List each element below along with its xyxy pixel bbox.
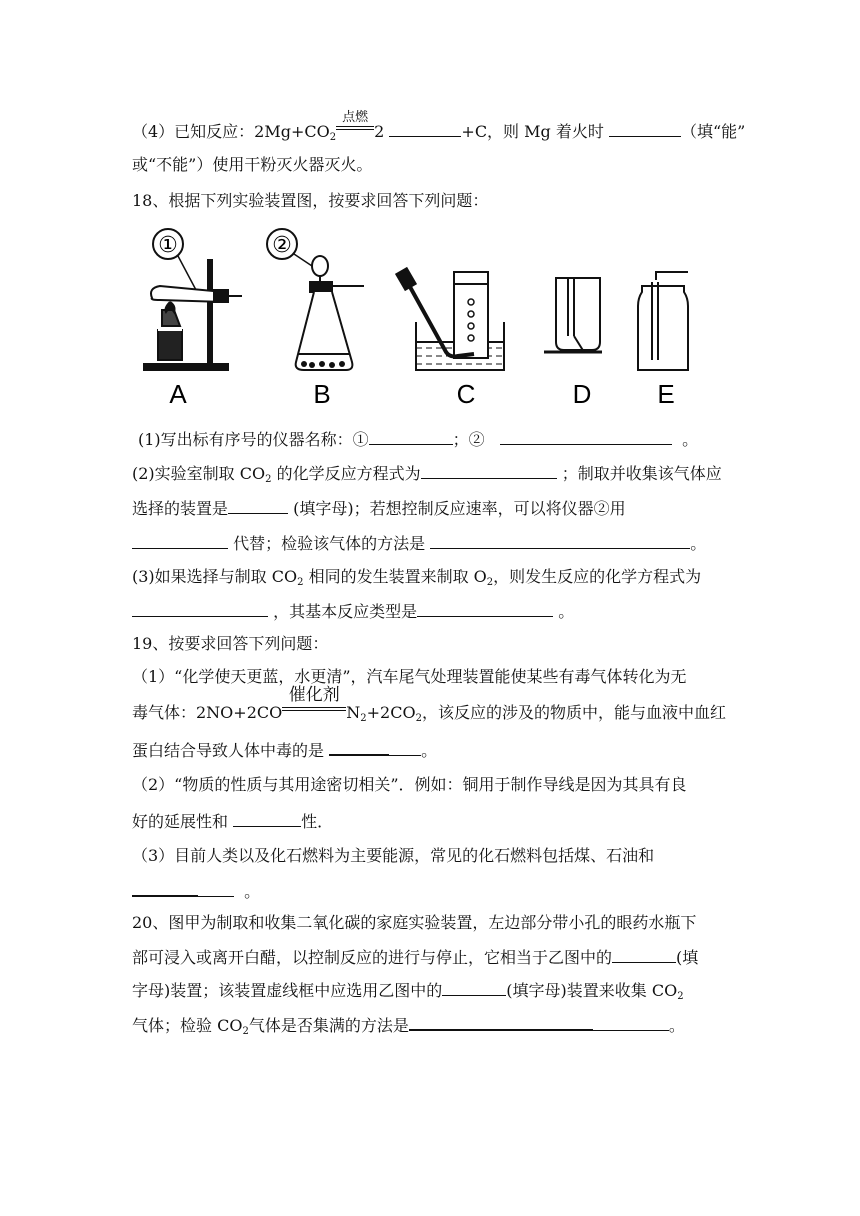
q19-p2-line1: （2）“物质的性质与其用途密切相关”．例如：铜用于制作导线是因为其具有良 (132, 775, 687, 794)
q18-p3-line2: ，其基本反应类型是 。 (132, 600, 574, 622)
label-b: B (313, 379, 331, 408)
blank-toxic-gas[interactable] (329, 738, 389, 756)
svg-text:①: ① (158, 233, 178, 258)
blank-o2-equation[interactable] (132, 600, 268, 617)
blank-fossil-fuel[interactable] (132, 879, 198, 897)
q19-p3-line1: （3）目前人类以及化石燃料为主要能源，常见的化石燃料包括煤、石油和 (132, 846, 655, 865)
q19-stem: 19、按要求回答下列问题： (132, 634, 329, 653)
blank-collection-apparatus[interactable] (442, 979, 506, 996)
q19-p1-line3: 蛋白结合导致人体中毒的是 。 (132, 738, 437, 761)
blank-reaction-type[interactable] (417, 600, 553, 617)
svg-text:②: ② (272, 233, 292, 258)
q18-p2-line3: 代替；检验该气体的方法是 。 (132, 532, 706, 554)
q20-line2: 部可浸入或离开白醋，以控制反应的进行与停止，它相当于乙图中的 (填 (132, 948, 699, 967)
apparatus-c (396, 268, 504, 370)
label-c: C (456, 379, 476, 408)
q18-p3-line1: (3)如果选择与制取 $CO_2$ 相同的发生装置来制取 $O_2$，则发生反应的化学方程式为 (132, 567, 702, 588)
apparatus-d (544, 278, 602, 352)
label-a: A (169, 379, 187, 408)
blank-can-or-cannot[interactable] (609, 120, 681, 137)
q18-p2-line2: 选择的装置是 (填字母)；若想控制反应速率，可以将仪器②用 (132, 499, 626, 518)
blank-product[interactable] (389, 120, 461, 137)
blank-instrument-2[interactable] (500, 428, 672, 445)
q17-4-line1: （4）已知反应：$2Mg+CO_2$ 点燃 2 +C，则 Mg 着火时 （填“能” (132, 110, 746, 143)
q20-line1: 20、图甲为制取和收集二氧化碳的家庭实验装置，左边部分带小孔的眼药水瓶下 (132, 913, 697, 932)
q17-4-line2: 或“不能”）使用干粉灭火器灭火。 (132, 155, 373, 174)
reaction-condition: 点燃 (336, 122, 374, 142)
blank-replacement-instrument[interactable] (132, 532, 228, 549)
q18-stem: 18、根据下列实验装置图，按要求回答下列问题： (132, 191, 489, 210)
apparatus-figure (132, 226, 692, 408)
marker-2 (267, 229, 312, 266)
q20-line4: 气体；检验 $CO_2$气体是否集满的方法是 。 (132, 1013, 685, 1036)
q19-p1-line1: （1）“化学使天更蓝，水更清”，汽车尾气处理装置能使某些有毒气体转化为无 (132, 667, 687, 686)
blank-co2-equation[interactable] (421, 462, 557, 479)
q19-p3-line2: 。 (132, 879, 260, 902)
blank-apparatus-letters[interactable] (228, 497, 288, 514)
blank-instrument-1[interactable] (369, 428, 453, 445)
blank-test-method[interactable] (430, 532, 690, 549)
catalyst-condition: 催化剂 (282, 703, 346, 723)
q19-p2-line2: 好的延展性和 性． (132, 812, 334, 831)
label-e: E (657, 379, 675, 408)
apparatus-a (144, 260, 242, 370)
blank-full-check-method[interactable] (409, 1013, 593, 1031)
apparatus-e (638, 272, 688, 370)
apparatus-b (296, 256, 364, 370)
q20-line3: 字母)装置；该装置虚线框中应选用乙图中的 (填字母)装置来收集 $CO_2$ (132, 981, 684, 1002)
label-d: D (572, 379, 592, 408)
q18-p2-line1: (2)实验室制取 $CO_2$ 的化学反应方程式为 ；制取并收集该气体应 (132, 464, 722, 485)
marker-1 (153, 229, 196, 290)
blank-equivalent-apparatus[interactable] (612, 946, 676, 963)
q18-p1: (1)写出标有序号的仪器名称：① ；② 。 (138, 430, 699, 449)
blank-property[interactable] (233, 810, 301, 827)
q19-p1-line2: 毒气体：2NO+2CO 催化剂 $N_2+2CO_2$，该反应的涉及的物质中，能与血液中血红 (132, 685, 726, 724)
